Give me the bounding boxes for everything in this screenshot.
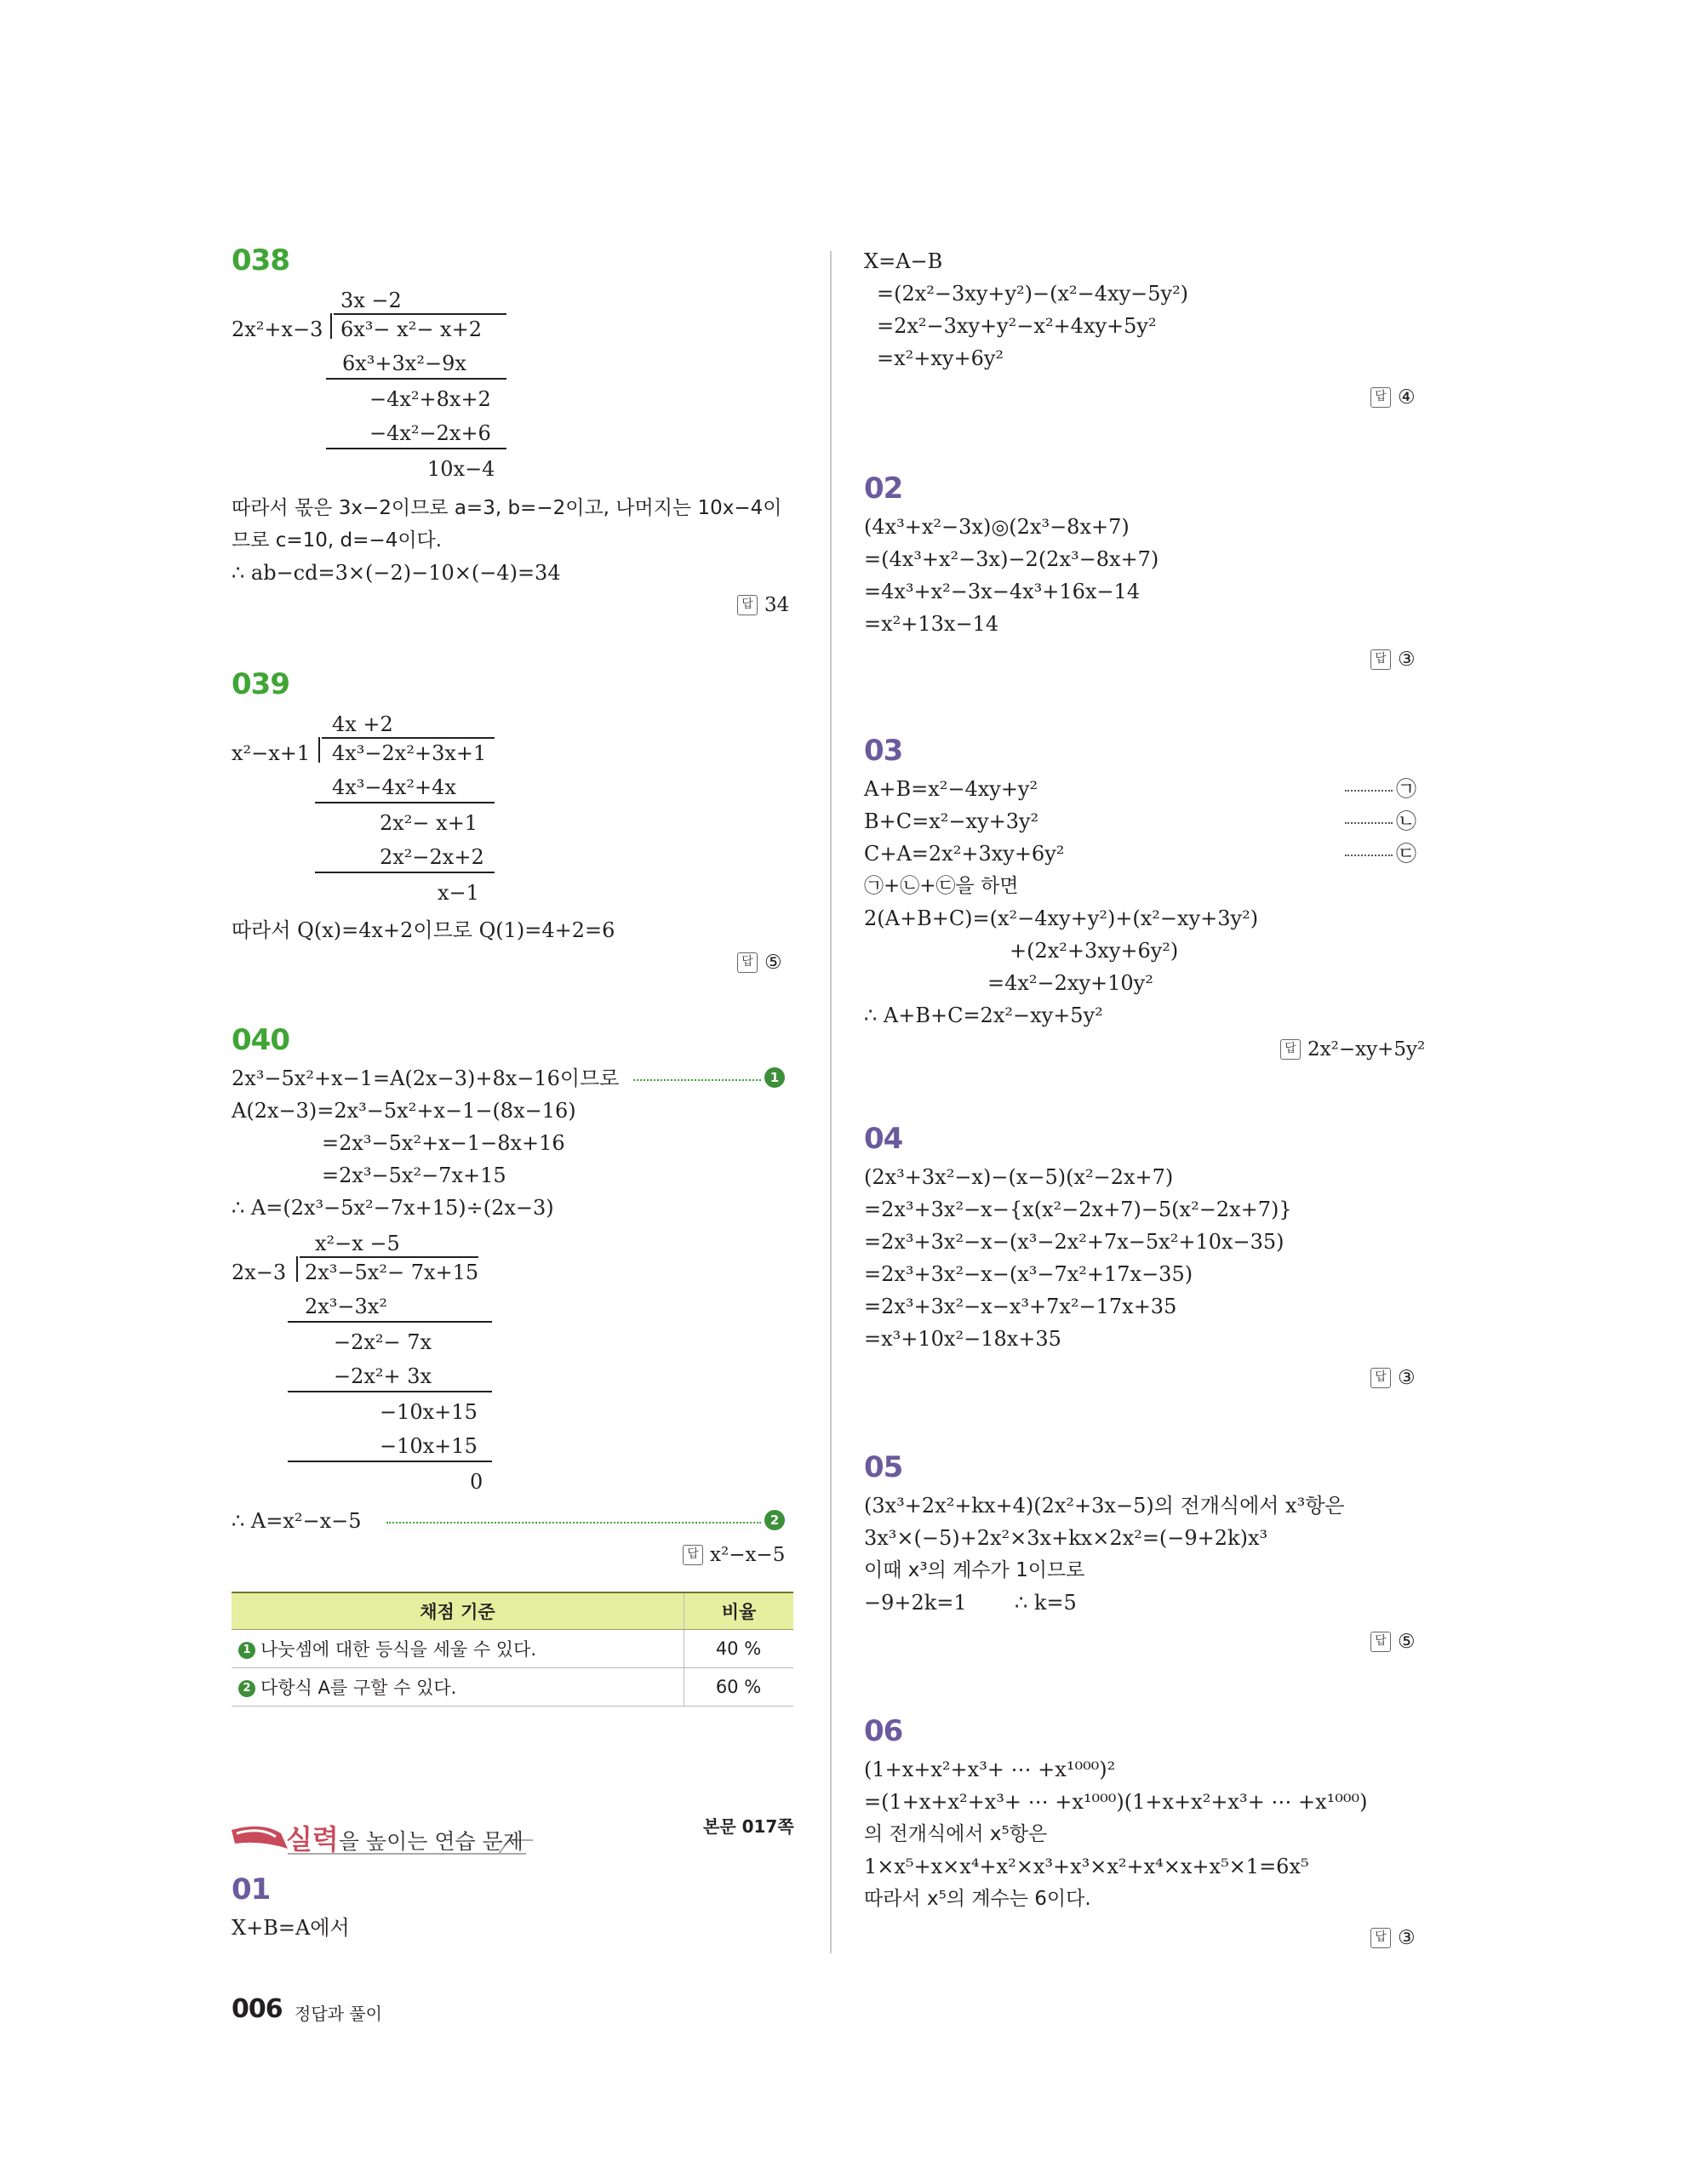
step-marker-1: 1 [764,1067,785,1088]
solution-text: 이때 x³의 계수가 1이므로 [864,1559,1085,1581]
label-marker: ㉡ [1396,809,1416,833]
answer-icon: 답 [683,1545,703,1565]
solution-text: =2x²−3xy+y²−x²+4xy+5y² [877,314,1157,338]
step-marker-2: 2 [764,1510,785,1530]
solution-text: =2x³+3x²−x−(x³−2x²+7x−5x²+10x−35) [864,1230,1284,1254]
step-marker-1: 1 [238,1642,255,1659]
division-row: 2x²−2x+2 [380,845,484,869]
solution-text: (4x³+x²−3x)◎(2x³−8x+7) [864,515,1130,539]
solution-text: ∴ A=x²−x−5 [232,1509,362,1533]
problem-number-040: 040 [232,1023,289,1057]
solution-text: (3x³+2x²+kx+4)(2x²+3x−5)의 전개식에서 x³항은 [864,1494,1345,1518]
solution-text: (1+x+x²+x³+ ⋯ +x¹⁰⁰⁰)² [864,1758,1116,1781]
answer-icon: 답 [1370,1368,1391,1388]
scoring-table [232,1592,793,1707]
solution-text: 므로 c=10, d=−4이다. [232,529,443,552]
solution-text: 2(A+B+C)=(x²−4xy+y²)+(x²−xy+3y²) [864,906,1259,930]
answer-value: x²−x−5 [710,1544,786,1566]
remainder: x−1 [438,881,479,905]
division-bar [322,737,495,739]
criterion-text: 다항식 A를 구할 수 있다. [260,1678,457,1698]
answer [1370,647,1416,672]
answer-value: ③ [1398,649,1416,671]
division-row: −10x+15 [380,1434,478,1458]
dotted-leader [633,1079,761,1081]
problem-number-03: 03 [864,734,903,768]
solution-text: −9+2k=1 [864,1591,967,1615]
solution-text: X=A−B [864,249,943,273]
division-row: −10x+15 [380,1400,478,1424]
problem-number-039: 039 [232,667,289,701]
criterion-cell [232,1668,684,1707]
answer-value: 2x²−xy+5y² [1307,1038,1426,1061]
solution-text: =(1+x+x²+x³+ ⋯ +x¹⁰⁰⁰)(1+x+x²+x³+ ⋯ +x¹⁰⁰⁰) [864,1790,1368,1814]
section-title-rest: 을 높이는 연습 문제 [338,1829,523,1854]
equation-1: A+B=x²−4xy+y² [864,777,1038,801]
solution-text: =2x³+3x²−x−x³+7x²−17x+35 [864,1295,1177,1318]
dotted-leader [386,1522,761,1524]
answer [1370,385,1416,410]
solution-text: 따라서 몫은 3x−2이므로 a=3, b=−2이고, 나머지는 10x−4이 [232,497,782,519]
table-header: 채점 기준 [232,1592,684,1630]
problem-number-04: 04 [864,1122,903,1156]
equation-2: B+C=x²−xy+3y² [864,809,1039,833]
solution-text: =2x³−5x²+x−1−8x+16 [322,1131,565,1155]
solution-text: ∴ A+B+C=2x²−xy+5y² [864,1003,1103,1027]
remainder: 0 [470,1470,483,1494]
dotted-leader [1345,790,1393,792]
solution-text: =4x³+x²−3x−4x³+16x−14 [864,580,1141,603]
criterion-cell [232,1630,684,1668]
answer-value: ④ [1398,386,1416,409]
ratio-cell: 40 % [684,1630,794,1668]
answer-value: ⑤ [764,952,782,974]
page-reference: 본문 017쪽 [703,1816,794,1837]
solution-text: ∴ ab−cd=3×(−2)−10×(−4)=34 [232,561,561,585]
answer-icon: 답 [1370,387,1391,408]
division-row: −2x²− 7x [334,1330,432,1354]
label-marker: ㉢ [1396,842,1416,866]
division-rule [315,802,495,803]
table-header: 비율 [684,1592,794,1630]
division-rule [288,1461,492,1462]
section-title-bold: 실력 [286,1823,339,1855]
table-row [232,1630,793,1668]
division-row: 2x²− x+1 [380,811,478,835]
solution-text: =2x³+3x²−x−{x(x²−2x+7)−5(x²−2x+7)} [864,1198,1292,1221]
division-bracket [318,737,320,763]
division-row: 6x³+3x²−9x [342,352,466,375]
divisor: 2x²+x−3 [232,317,323,341]
step-marker-2: 2 [238,1680,255,1697]
page-number: 006 [232,1994,283,2024]
dotted-leader [1345,855,1393,856]
solution-text: =(4x³+x²−3x)−2(2x³−8x+7) [864,547,1159,571]
answer [1370,1365,1416,1391]
problem-number-05: 05 [864,1450,903,1484]
solution-text: 3x³×(−5)+2x²×3x+kx×2x²=(−9+2k)x³ [864,1526,1268,1550]
answer-icon: 답 [1370,1632,1391,1652]
solution-text: X+B=A에서 [232,1916,350,1940]
division-rule [288,1391,492,1392]
division-row: −2x²+ 3x [334,1364,432,1388]
division-row: −4x²−2x+6 [369,421,491,445]
solution-text: 2x³−5x²+x−1=A(2x−3)+8x−16이므로 [232,1066,620,1090]
footer-label: 정답과 풀이 [295,2004,382,2024]
answer [737,592,789,618]
answer-value: 34 [764,594,790,616]
solution-text: =x²+xy+6y² [877,346,1004,370]
answer-icon: 답 [737,952,758,973]
answer-value: ③ [1398,1927,1416,1949]
remainder: 10x−4 [427,457,495,481]
equation-3: C+A=2x²+3xy+6y² [864,842,1065,866]
table-row [232,1668,793,1707]
division-row: 2x³−3x² [305,1295,387,1318]
divisor: 2x−3 [232,1261,287,1284]
answer-value: ③ [1398,1367,1416,1389]
column-divider [830,251,832,1953]
division-rule [315,872,495,873]
division-row: 4x³−4x²+4x [332,775,456,799]
division-rule [326,378,506,380]
dotted-leader [1345,822,1393,824]
dividend: 6x³− x²− x+2 [340,317,482,341]
solution-text: 따라서 Q(x)=4x+2이므로 Q(1)=4+2=6 [232,918,615,942]
division-bar [334,313,506,315]
division-bar [300,1256,478,1258]
division-rule [288,1321,492,1323]
answer-icon: 답 [1370,1928,1391,1948]
answer [1280,1037,1425,1062]
problem-number-02: 02 [864,472,903,506]
dividend: 2x³−5x²− 7x+15 [305,1261,479,1284]
quotient: 4x +2 [332,712,393,736]
solution-text: =x²+13x−14 [864,612,999,636]
solution-text: =x³+10x²−18x+35 [864,1327,1061,1351]
quotient: 3x −2 [340,289,402,312]
dividend: 4x³−2x²+3x+1 [332,741,487,765]
answer-value: ⑤ [1398,1631,1416,1653]
solution-text: =2x³+3x²−x−(x³−7x²+17x−35) [864,1262,1193,1286]
solution-text: =2x³−5x²−7x+15 [322,1163,506,1187]
answer-icon: 답 [1370,649,1391,670]
quotient: x²−x −5 [315,1232,400,1255]
solution-text: 따라서 x⁵의 계수는 6이다. [864,1888,1091,1910]
solution-text: ∴ k=5 [1015,1591,1077,1615]
answer-icon: 답 [737,595,758,615]
answer [737,950,782,975]
solution-text: 의 전개식에서 x⁵항은 [864,1823,1048,1845]
criterion-text: 나눗셈에 대한 등식을 세울 수 있다. [260,1639,537,1660]
solution-text: =4x²−2xy+10y² [987,971,1153,995]
ratio-cell: 60 % [684,1668,794,1707]
section-title [286,1818,523,1857]
solution-text: ㉠+㉡+㉢을 하면 [864,875,1019,897]
division-bracket [296,1256,298,1282]
problem-number-01: 01 [232,1872,271,1907]
solution-text: =(2x²−3xy+y²)−(x²−4xy−5y²) [877,282,1189,306]
division-rule [326,448,506,449]
division-row: −4x²+8x+2 [369,387,491,411]
answer-icon: 답 [1280,1039,1301,1060]
answer [1370,1629,1416,1655]
solution-text: +(2x²+3xy+6y²) [1010,939,1179,963]
solution-text: A(2x−3)=2x³−5x²+x−1−(8x−16) [232,1099,576,1123]
problem-number-06: 06 [864,1714,903,1748]
problem-number-038: 038 [232,243,289,277]
solution-text: (2x³+3x²−x)−(x−5)(x²−2x+7) [864,1165,1174,1189]
solution-text: 1×x⁵+x×x⁴+x²×x³+x³×x²+x⁴×x+x⁵×1=6x⁵ [864,1855,1309,1878]
solution-text: ∴ A=(2x³−5x²−7x+15)÷(2x−3) [232,1196,554,1220]
divisor: x²−x+1 [232,741,311,765]
answer [1370,1925,1416,1951]
answer [683,1542,785,1568]
division-bracket [330,313,332,339]
label-marker: ㉠ [1396,777,1416,801]
